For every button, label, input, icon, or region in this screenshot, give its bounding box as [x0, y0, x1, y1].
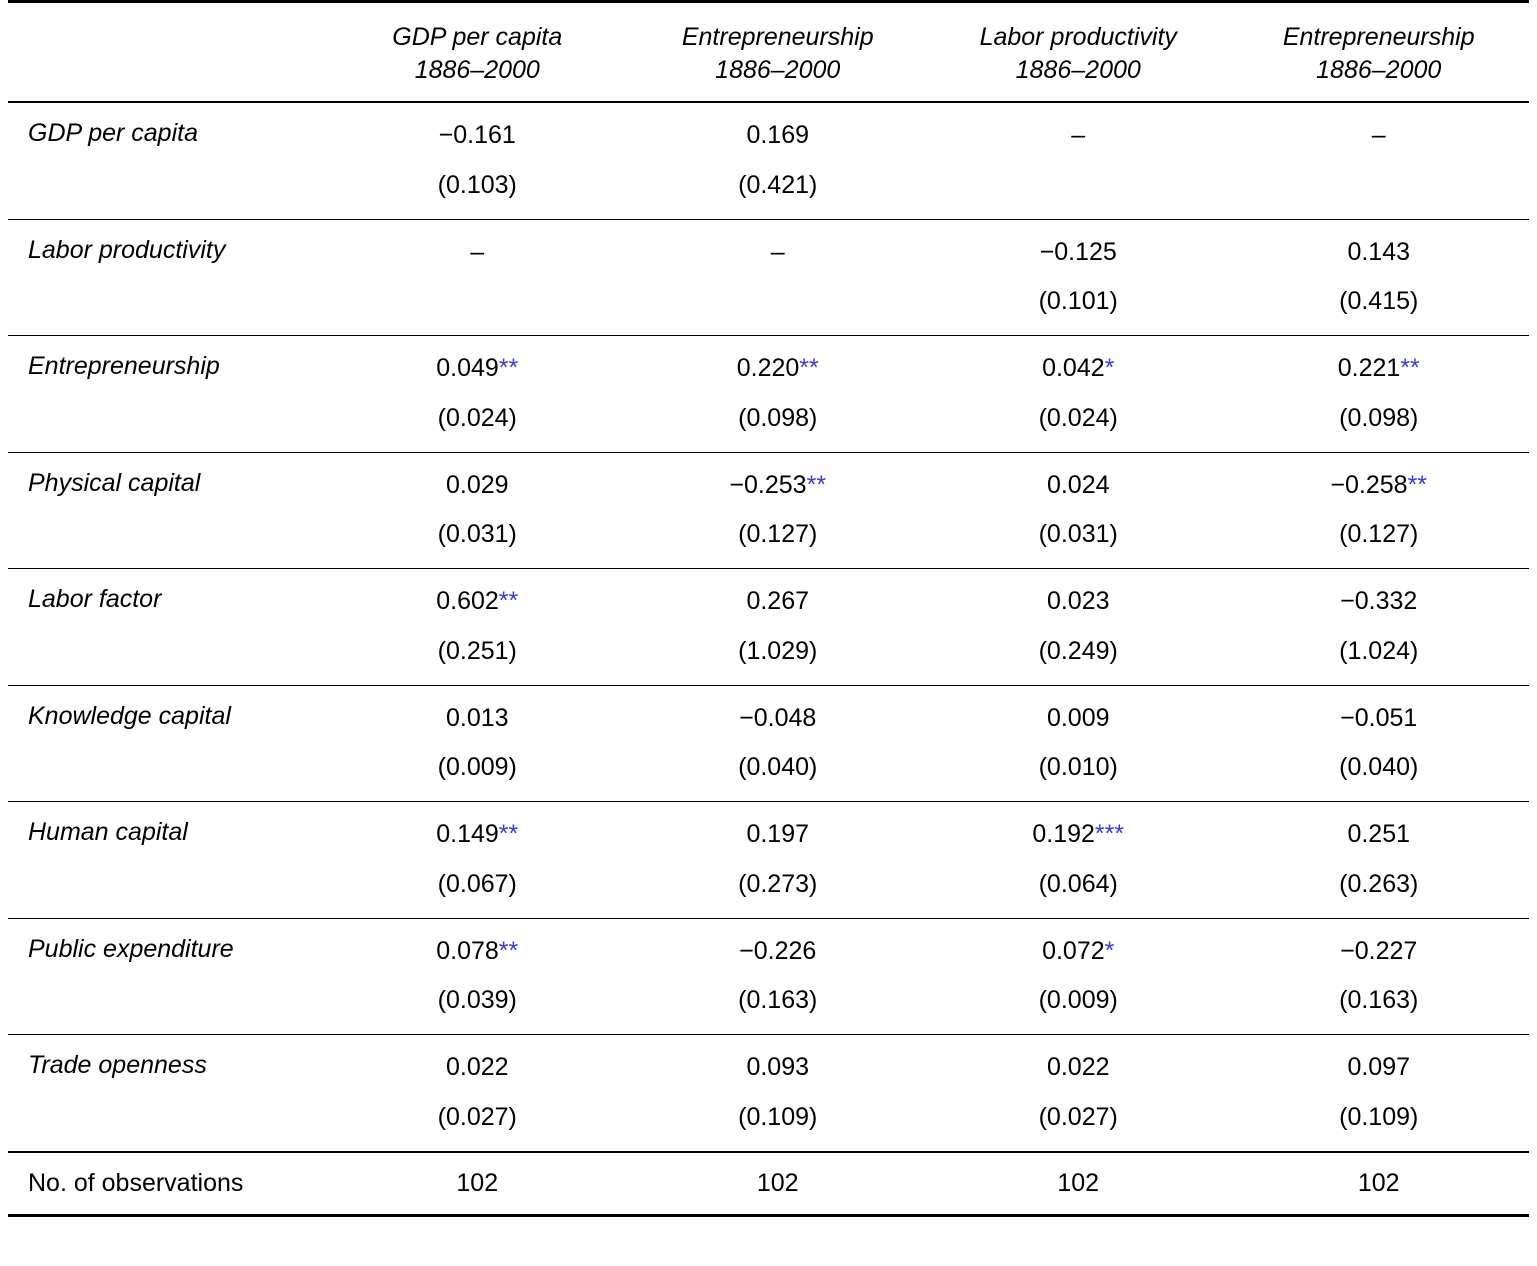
coefficient-value: – — [770, 237, 785, 266]
row-label: Human capital — [28, 818, 188, 846]
column-header-4 — [1228, 2, 1529, 103]
standard-error: (0.415) — [1339, 287, 1419, 316]
table-cell — [1228, 569, 1529, 686]
coefficient-value: 0.023 — [1046, 587, 1110, 615]
coefficient-value: 0.169 — [746, 121, 810, 149]
row-label: Labor productivity — [28, 235, 226, 264]
significance-stars: ** — [498, 587, 519, 615]
column-header-4-period: 1886–2000 — [1316, 56, 1442, 84]
coefficient-value: −0.161 — [438, 121, 516, 149]
table-cell — [1228, 802, 1529, 919]
significance-stars: *** — [1094, 820, 1125, 848]
table-cell — [327, 685, 627, 802]
coefficient-value: 0.143 — [1347, 237, 1411, 266]
standard-error: (0.010) — [1038, 753, 1118, 782]
coefficient-value: – — [470, 237, 485, 266]
coefficient-value: – — [1071, 121, 1086, 149]
standard-error: (0.263) — [1339, 869, 1419, 898]
standard-error: (1.024) — [1339, 636, 1419, 665]
coefficient-value: 0.022 — [1046, 1053, 1110, 1081]
header-corner-cell — [8, 2, 327, 103]
standard-error: (0.009) — [1038, 986, 1118, 1015]
table-cell — [628, 219, 928, 336]
table-row — [8, 569, 1529, 686]
row-label: Public expenditure — [28, 934, 234, 963]
coefficient-value: 0.221** — [1337, 354, 1420, 382]
coefficient-value: −0.332 — [1340, 587, 1418, 615]
row-label: Knowledge capital — [28, 701, 231, 730]
table-cell — [1228, 452, 1529, 569]
table-cell — [928, 1035, 1228, 1152]
coefficient-value: 0.267 — [746, 587, 810, 615]
coefficient-value: – — [1371, 121, 1386, 149]
coefficient-value: −0.051 — [1340, 703, 1418, 732]
coefficient-value: −0.227 — [1340, 936, 1418, 965]
observations-row — [8, 1152, 1529, 1216]
table-cell — [928, 569, 1228, 686]
coefficient-value: 0.009 — [1046, 703, 1110, 732]
table-cell — [628, 452, 928, 569]
significance-stars: ** — [1400, 354, 1420, 382]
row-label: Physical capital — [28, 468, 201, 497]
standard-error: (0.098) — [1339, 403, 1419, 432]
coefficient-value: −0.125 — [1039, 237, 1117, 266]
table-cell — [928, 452, 1228, 569]
significance-stars: ** — [799, 354, 819, 382]
standard-error: (1.029) — [738, 636, 818, 665]
column-header-3 — [928, 2, 1228, 103]
standard-error: (0.040) — [738, 753, 818, 782]
table-cell — [1228, 918, 1529, 1035]
table-cell — [1228, 685, 1529, 802]
table-cell — [327, 918, 627, 1035]
table-row — [8, 452, 1529, 569]
column-header-1 — [327, 2, 627, 103]
table-body — [8, 102, 1529, 1215]
coefficient-value: 0.192*** — [1032, 820, 1125, 848]
column-header-3-name: Labor productivity — [979, 23, 1177, 51]
standard-error: (0.101) — [1038, 287, 1118, 316]
standard-error: (0.163) — [738, 986, 818, 1015]
standard-error: (0.103) — [437, 170, 517, 199]
coefficient-value: −0.258** — [1330, 470, 1428, 499]
coefficient-value: −0.048 — [739, 703, 817, 732]
table-row — [8, 918, 1529, 1035]
significance-stars: ** — [1407, 470, 1428, 499]
table-cell — [928, 802, 1228, 919]
table-cell — [928, 219, 1228, 336]
table-row — [8, 802, 1529, 919]
significance-stars: ** — [498, 354, 519, 382]
coefficient-value: 0.072* — [1042, 936, 1115, 965]
standard-error: (0.027) — [437, 1102, 517, 1131]
significance-stars: ** — [806, 470, 827, 499]
table-row — [8, 102, 1529, 219]
standard-error: (0.127) — [1339, 520, 1419, 549]
observations-label: No. of observations — [28, 1168, 244, 1197]
coefficient-value: 0.078** — [436, 936, 519, 965]
coefficient-value: 0.093 — [746, 1053, 810, 1081]
table-header — [8, 2, 1529, 103]
row-label: Entrepreneurship — [28, 352, 220, 380]
significance-stars: * — [1104, 936, 1115, 965]
table-cell — [327, 802, 627, 919]
table-row — [8, 1035, 1529, 1152]
coefficient-value: 0.024 — [1046, 470, 1110, 499]
standard-error: (0.009) — [437, 753, 517, 782]
coefficient-value: 0.029 — [445, 470, 509, 499]
table-cell — [327, 102, 627, 219]
table-cell — [628, 1035, 928, 1152]
row-label: Trade openness — [28, 1051, 207, 1079]
column-header-1-name: GDP per capita — [392, 23, 563, 51]
coefficient-value: 0.220** — [736, 354, 819, 382]
table-cell — [628, 336, 928, 453]
table-row — [8, 219, 1529, 336]
standard-error: (0.024) — [437, 403, 517, 432]
table-cell — [928, 102, 1228, 219]
header-row — [8, 2, 1529, 103]
regression-table — [8, 0, 1529, 1217]
standard-error: (0.421) — [738, 170, 818, 199]
table-row — [8, 685, 1529, 802]
row-label: Labor factor — [28, 585, 162, 613]
table-cell — [928, 336, 1228, 453]
table-cell — [628, 918, 928, 1035]
standard-error: (0.127) — [738, 520, 818, 549]
coefficient-value: −0.253** — [729, 470, 827, 499]
standard-error: (0.039) — [437, 986, 517, 1015]
observations-value: 102 — [1357, 1168, 1400, 1197]
coefficient-value: 0.197 — [746, 820, 810, 848]
table-cell — [1228, 102, 1529, 219]
coefficient-value: 0.602** — [436, 587, 519, 615]
standard-error: (0.064) — [1038, 869, 1118, 898]
column-header-2-period: 1886–2000 — [715, 56, 841, 84]
standard-error: (0.273) — [738, 869, 818, 898]
coefficient-value: 0.097 — [1347, 1053, 1411, 1081]
observations-value: 102 — [756, 1168, 799, 1197]
table-cell — [327, 336, 627, 453]
standard-error: (0.251) — [437, 636, 517, 665]
column-header-3-period: 1886–2000 — [1015, 56, 1141, 84]
coefficient-value: 0.022 — [445, 1053, 509, 1081]
table-cell — [628, 685, 928, 802]
table-cell — [327, 569, 627, 686]
table-row — [8, 336, 1529, 453]
table-cell — [928, 685, 1228, 802]
standard-error: (0.249) — [1038, 636, 1118, 665]
standard-error: (0.040) — [1339, 753, 1419, 782]
standard-error: (0.098) — [738, 403, 818, 432]
row-label: GDP per capita — [28, 119, 198, 147]
standard-error: (0.024) — [1038, 403, 1118, 432]
standard-error: (0.031) — [1038, 520, 1118, 549]
table-cell — [628, 802, 928, 919]
table-cell — [327, 219, 627, 336]
table-cell — [1228, 219, 1529, 336]
standard-error: (0.109) — [738, 1102, 818, 1131]
table-cell — [1228, 336, 1529, 453]
standard-error: (0.109) — [1339, 1102, 1419, 1131]
column-header-2 — [628, 2, 928, 103]
column-header-2-name: Entrepreneurship — [681, 23, 874, 51]
table-cell — [628, 569, 928, 686]
coefficient-value: 0.013 — [445, 703, 509, 732]
column-header-1-period: 1886–2000 — [414, 56, 540, 84]
coefficient-value: 0.042* — [1042, 354, 1115, 382]
significance-stars: ** — [498, 820, 519, 848]
significance-stars: ** — [498, 936, 519, 965]
column-header-4-name: Entrepreneurship — [1282, 23, 1475, 51]
significance-stars: * — [1104, 354, 1115, 382]
standard-error: (0.031) — [437, 520, 517, 549]
table-cell — [327, 452, 627, 569]
standard-error: (0.027) — [1038, 1102, 1118, 1131]
table-cell — [1228, 1035, 1529, 1152]
coefficient-value: 0.049** — [436, 354, 519, 382]
coefficient-value: 0.251 — [1347, 820, 1411, 848]
standard-error: (0.067) — [437, 869, 517, 898]
observations-value: 102 — [1057, 1168, 1100, 1197]
coefficient-value: −0.226 — [739, 936, 817, 965]
table-cell — [327, 1035, 627, 1152]
standard-error: (0.163) — [1339, 986, 1419, 1015]
table-cell — [928, 918, 1228, 1035]
observations-value: 102 — [456, 1168, 499, 1197]
coefficient-value: 0.149** — [436, 820, 519, 848]
table-cell — [628, 102, 928, 219]
